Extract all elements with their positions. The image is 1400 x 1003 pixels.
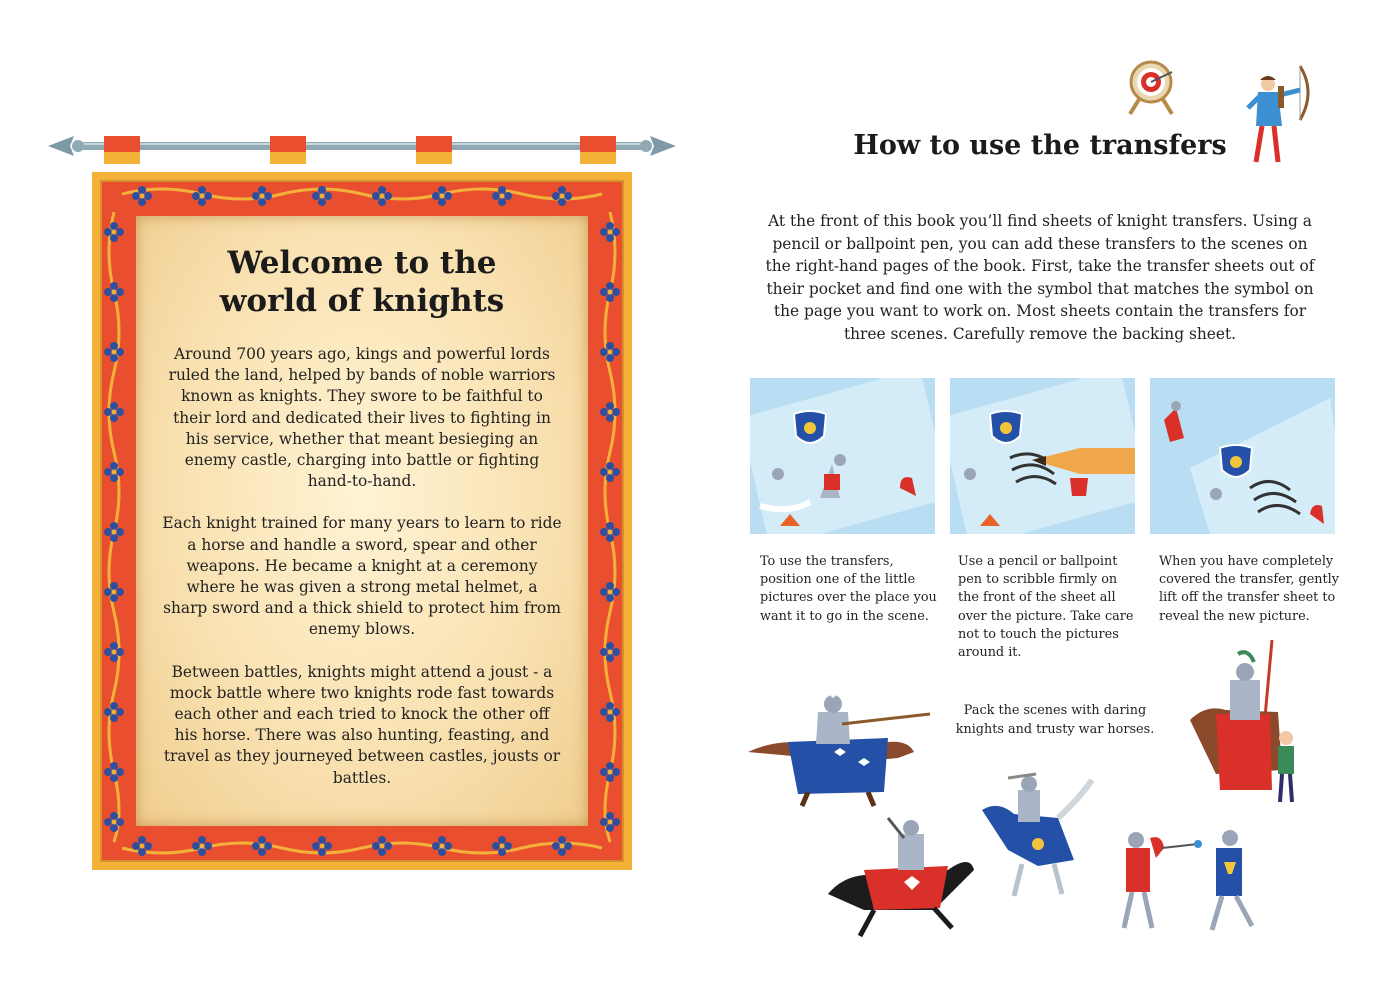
welcome-title-line-1: Welcome to the xyxy=(227,245,497,281)
intro-paragraph: At the front of this book you’ll find sheets of knight transfers. Using a pencil or ballpoint pen, you can add these transfers to the scenes on the right-hand pages of the book. First, take the transfer sheets out of their pocket and find one with the symbol that matches the symbol on the page you want to work on. Most sheets contain the transfers for three scenes. Carefully remove the backing sheet. xyxy=(765,212,1315,343)
parchment-panel xyxy=(136,216,588,826)
jousting-knight-blue-icon xyxy=(738,682,933,807)
welcome-body xyxy=(162,344,562,810)
duelling-knights-icon xyxy=(1106,818,1270,936)
how-to-title: How to use the transfers xyxy=(853,130,1227,161)
charging-knight-red-icon xyxy=(824,814,980,938)
step-3-caption: When you have completely covered the transfer, gently lift off the transfer sheet to reveal the new picture. xyxy=(1159,554,1339,624)
step-2-illustration xyxy=(950,378,1135,534)
welcome-paragraph-2: Each knight trained for many years to learn to ride a horse and handle a sword, spear and other weapons. He became a knight at a ceremony where he was given a strong metal helmet, a sharp sword and a thick shield to protect him from enemy blows. xyxy=(162,514,562,639)
step-2-caption: Use a pencil or ballpoint pen to scribble firmly on the front of the sheet all over the picture. Take care not to touch the pictures around it. xyxy=(958,554,1134,661)
welcome-paragraph-1: Around 700 years ago, kings and powerful lords ruled the land, helped by bands of noble warriors known as knights. They swore to be faithful to their lord and dedicated their lives to fighting in his service, whether that meant besieging an enemy castle, charging into battle or fighting hand-to-hand. xyxy=(168,345,556,491)
banner-pole xyxy=(48,128,676,164)
archer-icon xyxy=(1238,62,1316,170)
knight-with-squire-icon xyxy=(1186,640,1312,808)
rearing-knight-blue-icon xyxy=(978,770,1096,898)
welcome-paragraph-3: Between battles, knights might attend a joust - a mock battle where two knights rode fast towards each other and each tried to knock the other off his horse. There was also hunting, feasting, and travel as they journeyed between castles, jousts or battles. xyxy=(163,662,561,787)
pack-scenes-text: Pack the scenes with daring knights and trusty war horses. xyxy=(955,703,1155,737)
archery-target-icon xyxy=(1120,58,1182,116)
step-1-illustration xyxy=(750,378,935,534)
welcome-title-line-2: world of knights xyxy=(219,283,505,319)
welcome-title xyxy=(136,244,588,320)
step-1-caption: To use the transfers, position one of the little pictures over the place you want it to go in the scene. xyxy=(760,554,937,624)
welcome-banner xyxy=(92,172,632,870)
step-3-illustration xyxy=(1150,378,1335,534)
